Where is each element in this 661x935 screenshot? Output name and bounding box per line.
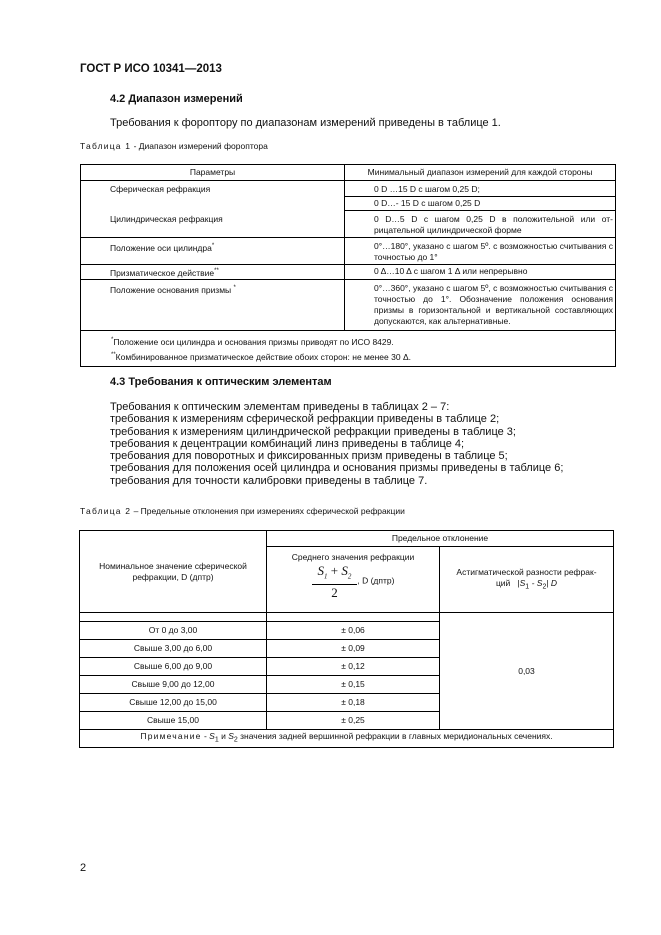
table-1 (80, 164, 616, 367)
note-var: S (228, 731, 234, 742)
table-1-caption (80, 141, 268, 151)
table-1-row-prism (81, 265, 616, 280)
table-2 (79, 530, 614, 748)
astig-label: Астигматической разности рефрак-ций (456, 566, 597, 588)
note-text: и (218, 731, 229, 742)
table-1-caption-prefix: Таблица 1 (80, 141, 132, 151)
note-index: 2 (233, 736, 238, 744)
page-number: 2 (80, 862, 87, 874)
table-1-value: 0 D…5 D с шагом 0,25 D в положительной или от-рицательной цилиндрической форме (345, 211, 616, 238)
footnote-text: Положение оси цилиндра и основания призмы приводят по ИСО 8429. (113, 336, 394, 347)
footnote-mark: * (211, 243, 215, 249)
table-1-footnote-1 (111, 334, 615, 349)
table-2-range: Свыше 9,00 до 12,00 (80, 676, 267, 694)
table-1-row-prism-base (81, 279, 616, 330)
table-2-range: Свыше 3,00 до 6,00 (80, 640, 267, 658)
table-2-deviation: ± 0,06 (267, 622, 440, 640)
table-1-header-range: Минимальный диапазон измерений для каждой стороны (345, 165, 616, 181)
formula-part: - S (529, 577, 543, 588)
section-4-3-line: требования для точности калибровки приведены в таблице 7. (110, 474, 428, 487)
formula-unit: , D (дптр) (357, 575, 395, 586)
formula-plus: + (327, 563, 342, 578)
table-1-row-spherical (81, 181, 616, 197)
table-2-caption-prefix: Таблица 2 (80, 506, 132, 516)
table-1-row-cylindrical (81, 211, 616, 238)
table-2-deviation: ± 0,12 (267, 658, 440, 676)
table-2-note-row (80, 730, 614, 748)
note-text: значения задней вершинной рефракции в главных меридиональных сечениях. (237, 731, 553, 742)
table-1-value: 0 D …15 D с шагом 0,25 D; (345, 181, 616, 197)
astig-formula (517, 577, 558, 591)
table-1-header-params: Параметры (81, 165, 345, 181)
table-1-param: Цилиндрическая рефракция (81, 211, 345, 238)
table-2-deviation: ± 0,18 (267, 694, 440, 712)
table-2-header-group: Предельное отклонение (267, 531, 614, 547)
footnote-mark: * (233, 284, 236, 291)
table-2-deviation: ± 0,15 (267, 676, 440, 694)
formula-numerator (312, 565, 358, 585)
table-2-header-astig (440, 547, 614, 613)
formula-part: | D (546, 577, 558, 588)
section-4-3-line: требования для поворотных и фиксированных призм приведены в таблице 5; (110, 450, 508, 463)
table-2-range: Свыше 15,00 (147, 715, 199, 725)
table-2-header-mean-label: Среднего значения рефракции (291, 552, 415, 562)
formula-index: 2 (542, 583, 547, 591)
table-1-footnotes (81, 330, 616, 367)
table-1-footnote-cell (81, 330, 616, 367)
note-label: Примечание (140, 731, 202, 742)
table-2-range: Свыше 12,00 до 15,00 (80, 694, 267, 712)
table-1-param (81, 265, 345, 280)
table-2-deviation: ± 0,09 (267, 640, 440, 658)
formula-part: |S (517, 577, 526, 588)
section-4-2-title: 4.2 Диапазон измерений (110, 93, 243, 105)
table-1-value: 0°…180°, указано с шагом 5º. с возможностью считывания с точностью до 1° (345, 238, 616, 265)
mean-formula (267, 565, 439, 598)
table-1-value: 0 D…- 15 D с шагом 0,25 D (345, 197, 616, 211)
formula-denominator: 2 (331, 584, 338, 600)
formula-index: 1 (525, 583, 530, 591)
section-4-3-line: требования для положения осей цилиндра и основания призмы приведены в таблице 6; (110, 462, 564, 475)
section-4-3-list (110, 401, 563, 487)
table-2-spacer (80, 613, 267, 622)
table-1-value: 0 Δ…10 Δ с шагом 1 Δ или непрерывно (345, 265, 616, 280)
table-2-range: От 0 до 3,00 (80, 622, 267, 640)
table-1-caption-text: - Диапазон измерений фороптора (131, 141, 268, 151)
section-4-2-paragraph: Требования к фороптору по диапазонам измерений приведены в таблице 1. (110, 117, 501, 129)
section-4-3-line: Требования к оптическим элементам приведены в таблицах 2 – 7: (110, 401, 450, 413)
table-1-param-text: Положение основания призмы (110, 284, 232, 295)
note-var: S (209, 731, 215, 742)
table-1-param: Сферическая рефракция (81, 181, 345, 211)
section-4-3-line: требования к децентрации комбинаций линз приведены в таблице 4; (110, 437, 465, 450)
formula-index: 1 (324, 572, 328, 581)
note-text: - (201, 731, 210, 742)
table-2-note (80, 730, 614, 748)
formula-fraction (312, 565, 358, 598)
document-header: ГОСТ Р ИСО 10341—2013 (80, 63, 222, 75)
footnote-mark: * (111, 336, 114, 343)
footnote-mark: ** (111, 351, 116, 358)
note-index: 1 (214, 736, 219, 744)
table-2-header-mean (267, 547, 440, 613)
formula-var: S (317, 563, 325, 578)
formula-var: S (341, 563, 348, 578)
table-2-astig-value: 0,03 (440, 613, 614, 730)
table-2-caption (80, 506, 405, 516)
table-1-header-row (81, 165, 616, 181)
table-2-spacer-row (80, 613, 614, 622)
table-1-footnote-2 (111, 349, 615, 364)
table-2-header-row-1 (80, 531, 614, 547)
table-1-param (81, 238, 345, 265)
table-2-deviation: ± 0,25 (267, 712, 440, 730)
section-4-3-line: требования к измерениям цилиндрической рефракции приведены в таблице 3; (110, 425, 516, 438)
table-1-param (81, 279, 345, 330)
table-1-param-text: Призматическое действие (110, 267, 215, 278)
table-2-range: Свыше 6,00 до 9,00 (80, 658, 267, 676)
table-1-param-text: Положение оси цилиндра (110, 242, 212, 253)
table-1-value: 0°…360°, указано с шагом 5º, с возможностью считывания с точностью до 1°. Обозначение положения основания призмы в горизонтальной и вертикальной составляющих допускаются, как альтернативные. (345, 279, 616, 330)
footnote-text: Комбинированное призматическое действие обоих сторон: не менее 30 Δ. (115, 351, 411, 362)
table-1-row-cyl-axis (81, 238, 616, 265)
table-2-spacer (267, 613, 440, 622)
section-4-3-line: требования к измерениям сферической рефракции приведены в таблице 2; (110, 413, 500, 426)
footnote-mark: ** (214, 268, 219, 274)
section-4-3-title: 4.3 Требования к оптическим элементам (110, 376, 332, 388)
table-2-caption-text: – Предельные отклонения при измерениях сферической рефракции (131, 506, 405, 516)
table-2-header-nominal: Номинальное значение сферической рефракции, D (дптр) (80, 531, 267, 613)
formula-index: 2 (347, 572, 352, 581)
